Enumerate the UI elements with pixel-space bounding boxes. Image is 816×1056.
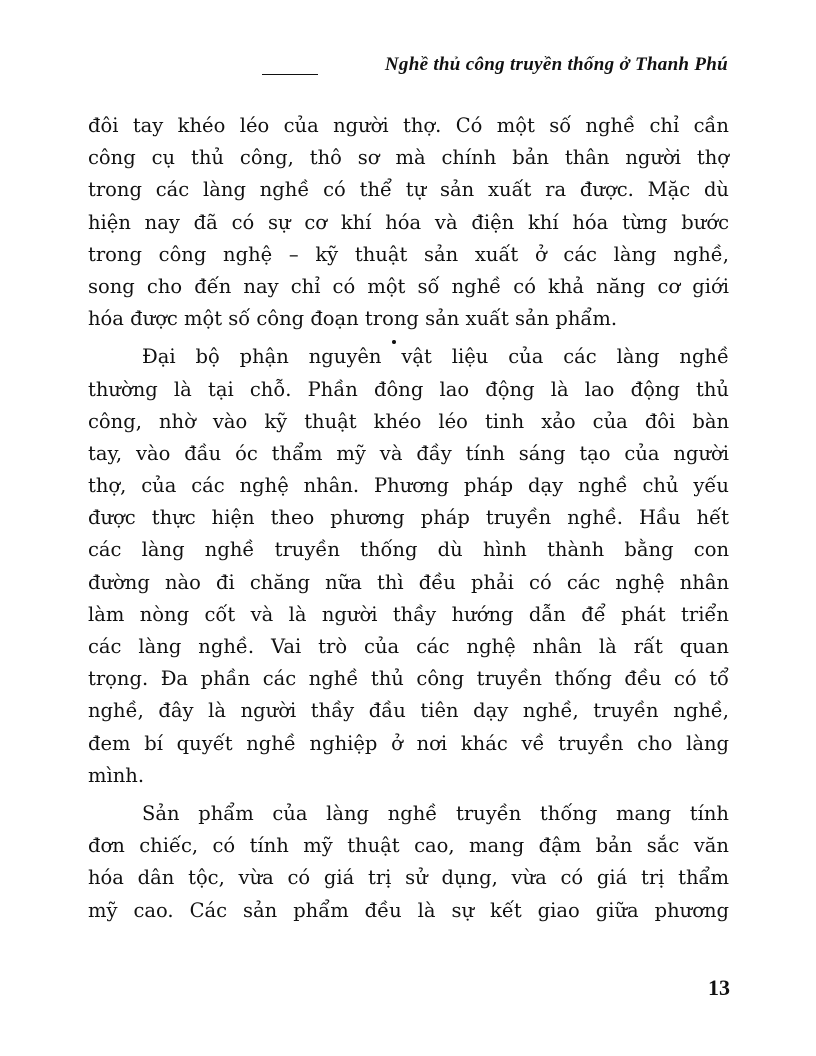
text-line: hóa được một số công đoạn trong sản xuất sản phẩm. xyxy=(88,307,618,331)
header-rule xyxy=(262,74,318,75)
paragraph xyxy=(88,110,729,335)
text-line: hiện nay đã có sự cơ khí hóa và điện khí hóa từng bước xyxy=(88,210,729,234)
text-line: mình. xyxy=(88,763,145,787)
text-line: đem bí quyết nghề nghiệp ở nơi khác về truyền cho làng xyxy=(88,731,729,755)
text-line: công cụ thủ công, thô sơ mà chính bản thân người thợ xyxy=(88,146,729,170)
text-line: Đại bộ phận nguyên vật liệu của các làng nghề xyxy=(142,345,729,369)
page-number: 13 xyxy=(708,975,730,1000)
text-line: các làng nghề. Vai trò của các nghệ nhân là rất quan xyxy=(88,635,729,658)
text-line: làm nòng cốt và là người thầy hướng dẫn để phát triển xyxy=(88,602,729,626)
text-line: hóa dân tộc, vừa có giá trị sử dụng, vừa có giá trị thẩm xyxy=(88,866,729,890)
text-line: Sản phẩm của làng nghề truyền thống mang tính xyxy=(142,801,729,825)
text-line: đôi tay khéo léo của người thợ. Có một số nghề chỉ cần xyxy=(88,114,729,137)
text-line: tay, vào đầu óc thẩm mỹ và đầy tính sáng tạo của người xyxy=(88,441,729,465)
paragraph xyxy=(88,798,729,927)
text-line: công, nhờ vào kỹ thuật khéo léo tinh xảo của đôi bàn xyxy=(88,409,729,433)
page-body xyxy=(88,110,729,933)
text-line: song cho đến nay chỉ có một số nghề có khả năng cơ giới xyxy=(88,274,729,298)
speck-mark xyxy=(392,340,396,344)
paragraph xyxy=(88,341,729,792)
text-line: mỹ cao. Các sản phẩm đều là sự kết giao giữa phương xyxy=(88,898,729,922)
text-line: trong các làng nghề có thể tự sản xuất ra được. Mặc dù xyxy=(88,178,729,202)
text-line: thợ, của các nghệ nhân. Phương pháp dạy nghề chủ yếu xyxy=(88,474,729,498)
text-line: trong công nghệ – kỹ thuật sản xuất ở các làng nghề, xyxy=(88,242,729,266)
header-title: Nghề thủ công truyền thống ở Thanh Phú xyxy=(384,54,728,75)
text-line: nghề, đây là người thầy đầu tiên dạy nghề, truyền nghề, xyxy=(88,699,729,723)
text-line: đơn chiếc, có tính mỹ thuật cao, mang đậm bản sắc văn xyxy=(88,834,729,858)
text-line: thường là tại chỗ. Phần đông lao động là lao động thủ xyxy=(88,377,729,401)
text-line: được thực hiện theo phương pháp truyền nghề. Hầu hết xyxy=(88,506,729,530)
text-line: các làng nghề truyền thống dù hình thành bằng con xyxy=(88,538,729,562)
text-line: đường nào đi chăng nữa thì đều phải có các nghệ nhân xyxy=(88,570,729,594)
text-line: trọng. Đa phần các nghề thủ công truyền thống đều có tổ xyxy=(88,667,729,691)
running-header xyxy=(262,52,732,82)
